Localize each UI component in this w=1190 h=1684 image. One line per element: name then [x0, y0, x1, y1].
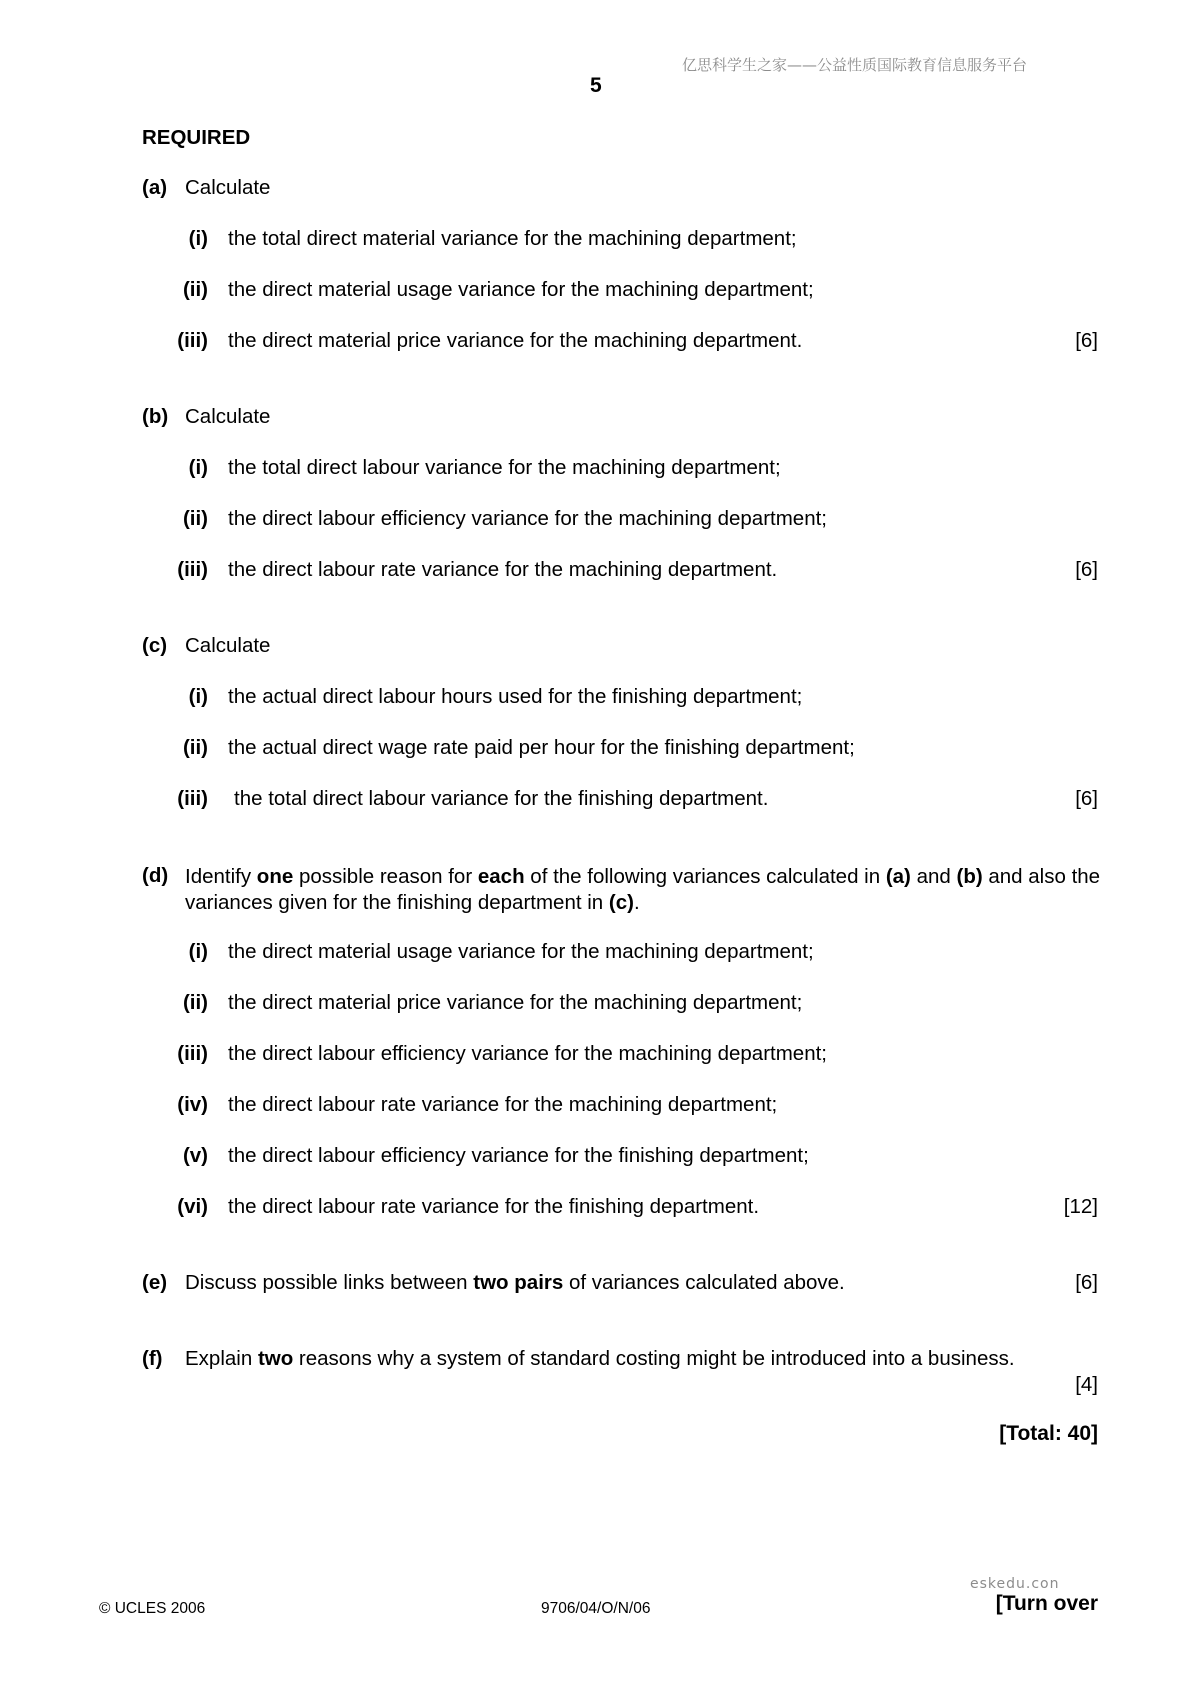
question-f-text: Explain two reasons why a system of standard costing might be introduced into a business.	[185, 1347, 1015, 1370]
question-d-text: Identify one possible reason for each of the following variances calculated in (a) and (b) and also the variances given for the finishing department in (c).	[185, 865, 1101, 914]
question-c-iii-text: the total direct labour variance for the finishing department.	[234, 787, 769, 810]
question-d-vi-text: the direct labour rate variance for the finishing department.	[228, 1195, 760, 1218]
question-a-i-label: (i)	[188, 227, 208, 250]
header-watermark: 亿思科学生之家——公益性质国际教育信息服务平台	[682, 56, 1028, 74]
question-a-i-text: the total direct material variance for the machining department;	[228, 227, 797, 250]
question-b-ii-label: (ii)	[182, 507, 208, 530]
question-b-marks: [6]	[1075, 558, 1098, 581]
question-b-iii-text: the direct labour rate variance for the machining department.	[228, 558, 778, 581]
question-f-label: (f)	[142, 1347, 163, 1370]
question-a-ii-label: (ii)	[182, 278, 208, 301]
question-c-i-label: (i)	[188, 685, 208, 708]
question-d-marks: [12]	[1063, 1195, 1098, 1218]
question-b-i-text: the total direct labour variance for the machining department;	[228, 456, 781, 479]
question-f-marks: [4]	[1075, 1373, 1098, 1396]
total-marks: [Total: 40]	[999, 1422, 1098, 1445]
question-d-ii-label: (ii)	[182, 991, 208, 1014]
question-c-i-text: the actual direct labour hours used for the finishing department;	[228, 685, 803, 708]
question-a-iii-label: (iii)	[177, 329, 208, 352]
footer-paper-code: 9706/04/O/N/06	[541, 1600, 651, 1617]
question-b-label: (b)	[142, 405, 169, 428]
question-d-vi-label: (vi)	[177, 1195, 208, 1218]
question-e-text: Discuss possible links between two pairs of variances calculated above.	[185, 1271, 845, 1294]
question-d-iv-label: (iv)	[177, 1093, 208, 1116]
question-d-v-text: the direct labour efficiency variance for the finishing department;	[228, 1144, 809, 1167]
question-e-marks: [6]	[1075, 1271, 1098, 1294]
footer-copyright: © UCLES 2006	[99, 1600, 206, 1617]
question-a-text: Calculate	[185, 176, 271, 199]
footer-turn-over: [Turn over	[995, 1592, 1098, 1615]
question-a-ii-text: the direct material usage variance for the machining department;	[228, 278, 814, 301]
question-c-iii-label: (iii)	[177, 787, 208, 810]
question-c-text: Calculate	[185, 634, 271, 657]
question-a-marks: [6]	[1075, 329, 1098, 352]
question-d-iii-label: (iii)	[177, 1042, 208, 1065]
question-c-ii-text: the actual direct wage rate paid per hour for the finishing department;	[228, 736, 855, 759]
question-d-iii-text: the direct labour efficiency variance for the machining department;	[228, 1042, 828, 1065]
required-heading: REQUIRED	[142, 126, 251, 149]
question-d-v-label: (v)	[182, 1144, 208, 1167]
question-b-iii-label: (iii)	[177, 558, 208, 581]
question-c-label: (c)	[142, 634, 168, 657]
question-b-text: Calculate	[185, 405, 271, 428]
question-d-label: (d)	[142, 864, 169, 887]
page-number: 5	[590, 74, 602, 97]
question-c-ii-label: (ii)	[182, 736, 208, 759]
footer-watermark: eskedu.con	[970, 1576, 1060, 1592]
question-d-ii-text: the direct material price variance for the machining department;	[228, 991, 803, 1014]
question-a-label: (a)	[142, 176, 168, 199]
question-b-ii-text: the direct labour efficiency variance for the machining department;	[228, 507, 828, 530]
question-c-marks: [6]	[1075, 787, 1098, 810]
question-e-label: (e)	[142, 1271, 168, 1294]
question-a-iii-text: the direct material price variance for the machining department.	[228, 329, 803, 352]
question-d-i-label: (i)	[188, 940, 208, 963]
question-d-i-text: the direct material usage variance for the machining department;	[228, 940, 814, 963]
question-d-iv-text: the direct labour rate variance for the machining department;	[228, 1093, 778, 1116]
question-b-i-label: (i)	[188, 456, 208, 479]
